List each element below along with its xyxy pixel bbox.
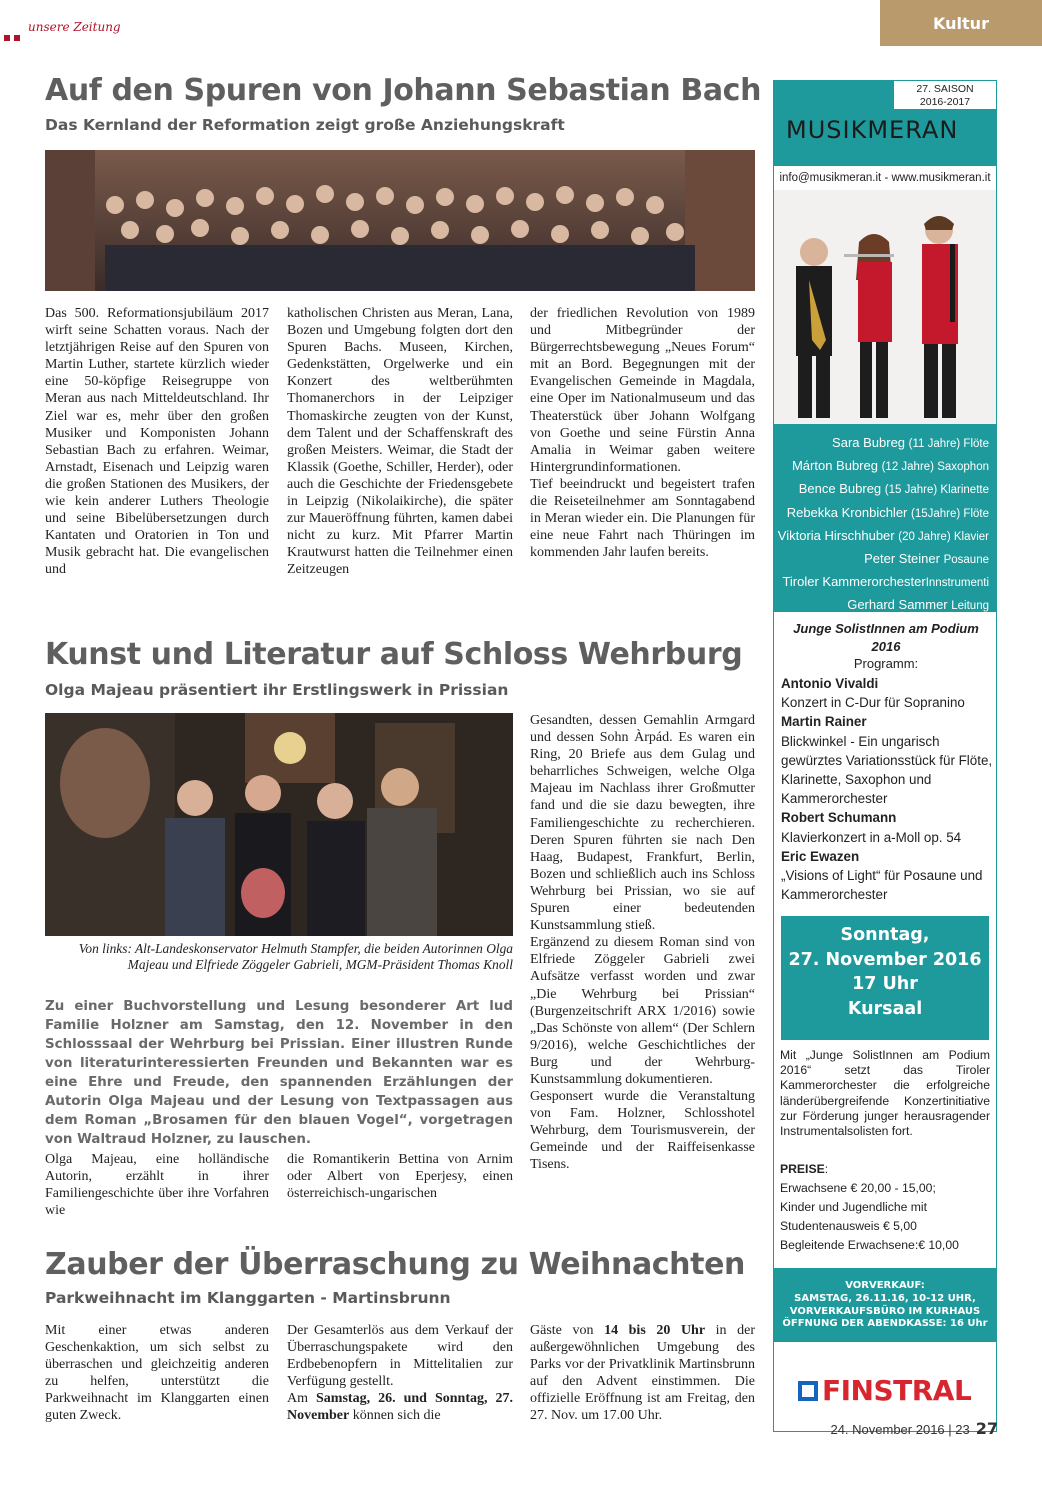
program-title: Junge SolistInnen am Podium 2016	[793, 621, 979, 654]
group-photo	[45, 150, 755, 291]
article3-subheadline: Parkweihnacht im Klanggarten - Martinsbrunn	[45, 1289, 451, 1307]
contact-line: info@musikmeran.it - www.musikmeran.it	[773, 166, 997, 190]
page-footer: 24. November 2016 | 23 27	[830, 1419, 998, 1438]
finstral-square-icon	[798, 1381, 818, 1401]
article2-column-1: Olga Majeau, eine holländische Autorin, erzählt in ihrer Familiengeschichte über ihre Vorfahren wie	[45, 1152, 269, 1219]
publication-logo: unsere Zeitung	[28, 20, 121, 34]
program-composer: Antonio Vivaldi	[781, 676, 879, 691]
article1-column-3-para2: Tief beeindruckt und begeistert trafen die Reiseteilnehmer am Sonntagabend in Meran wieder ein. Die Planungen für eine neue Fahrt nach Thüringen im kommenden Jahr laufen bereits.	[530, 476, 755, 561]
article2-column-2: die Romantikerin Bettina von Arnim oder Albert von Eperjesy, einen österreichisch-ungarischen	[287, 1152, 513, 1202]
section-tab: Kultur	[880, 0, 1042, 46]
article2-column-3-para3: Gesponsert wurde die Veranstaltung von Fam. Holzner, Schlosshotel Wehrburg, dem Tourismusverein, der Gemeinde und der Raiffeisenkasse Tisens.	[530, 1089, 755, 1173]
header-dots	[4, 28, 24, 46]
article3-column-1: Mit einer etwas anderen Geschenkaktion, um sich selbst zu überraschen und gleichzeitig anderen zu helfen, unterstützt die Parkweihnacht im Klanggarten einen guten Zweck.	[45, 1323, 269, 1424]
article3-hours: 14 bis 20 Uhr	[604, 1323, 706, 1338]
presale-box: VORVERKAUF: SAMSTAG, 26.11.16, 10-12 UHR, VORVERKAUFSBÜRO IM KURHAUS ÖFFNUNG DER ABENDKASSE: 16 Uhr	[773, 1268, 997, 1342]
program-label: Programm:	[853, 656, 919, 671]
roster-line: Gerhard Sammer Leitung	[847, 597, 989, 613]
article2-headline: Kunst und Literatur auf Schloss Wehrburg	[45, 637, 743, 672]
event-date-box: Sonntag, 27. November 2016 17 Uhr Kursaal	[781, 916, 989, 1040]
prices: PREISE: Erwachsene € 20,00 - 15,00; Kinder und Jugendliche mit Studentenausweis € 5,00 Begleitende Erwachsene:€ 10,00	[780, 1160, 992, 1255]
article1-column-3-para1: der friedlichen Revolution von 1989 und Mitbegründer der Bürgerrechtsbewegung „Neues Forum“ mit an Bord. Begegnungen mit der Evangelischen Gemeinde in Magdala, eine Oper im Nationalmuseum und das Theaterstück über Johann Wolfgang von Goethe und seine Fürstin Anna Amalia in Weimar gaben weitere Hintergrundinformationen.	[530, 306, 755, 475]
article2-column-3-para2: Ergänzend zu diesem Roman sind von Elfriede Zöggeler Gabrieli zwei Aufsätze verfasst worden und zwar „Die Wehrburg bei Prissian“ (Burgenzeitschrift ARX 1/2016) sowie „Das Schönste von allem“ (Der Schlern 9/2016), welche Geschichtliches der Burg und der Wehrburg-Kunstsammlung dokumentieren.	[530, 935, 755, 1087]
roster-line: Viktoria Hirschhuber (20 Jahre) Klavier	[777, 527, 989, 543]
musicians-roster	[773, 424, 997, 612]
article1-subheadline: Das Kernland der Reformation zeigt große Anziehungskraft	[45, 116, 565, 134]
program-work: Blickwinkel - Ein ungarisch gewürztes Variationsstück für Flöte, Klarinette, Saxophon und Kammerorchester	[781, 733, 993, 807]
finstral-logo: FINSTRAL	[798, 1374, 971, 1407]
article2-subheadline: Olga Majeau präsentiert ihr Erstlingswerk in Prissian	[45, 681, 509, 699]
photo-caption: Von links: Alt-Landeskonservator Helmuth Stampfer, die beiden Autorinnen Olga Majeau und Elfriede Zöggeler Gabrieli, MGM-Präsident Thomas Knoll	[78, 941, 513, 973]
prices-heading: PREISE	[780, 1162, 825, 1176]
program-composer: Robert Schumann	[781, 810, 897, 826]
article1-column-2: katholischen Christen aus Meran, Lana, Bozen und Umgebung folgten dort den Spuren Bachs. Museen, Kirchen, Gedenkstätten, Orgelwerke und ein Konzert des weltberühmten Thomanerchors in der Leipziger Thomaskirche zeugten von der Kunst, dem Talent und der Schaffenskraft des großen Meisters. Weimar, die Stadt der Klassik (Goethe, Schiller, Herder), oder auch die Geschichte der Friedensgebete in Leipzig (Nikolaikirche), die später zur Maueröffnung führten, kamen dabei nicht zu kurz. Mit Pfarrer Martin Krautwurst hatten die Teilnehmer einen Zeitzeugen	[287, 306, 513, 578]
article1-column-3	[530, 305, 755, 605]
article3-headline: Zauber der Überraschung zu Weihnachten	[45, 1247, 745, 1282]
roster-line: Tiroler KammerorchesterInnstrumenti	[782, 574, 989, 590]
issue-date: 24. November 2016	[830, 1422, 945, 1437]
issue-number: 23	[955, 1422, 970, 1437]
article3-column-2-para1: Der Gesamterlös aus dem Verkauf der Überraschungspakete wird den Erdbebenopfern in Mittelitalien zur Verfügung gestellt.	[287, 1323, 513, 1390]
musikmeran-logo: MUSIKMERAN	[786, 116, 959, 144]
price-line: Begleitende Erwachsene:€ 10,00	[780, 1238, 959, 1252]
article2-lead: Zu einer Buchvorstellung und Lesung besonderer Art lud Familie Holzner am Samstag, den 12. November in den Schlosssaal der Wehrburg bei Prissian. Einer illustren Runde von literaturinteressierten Freunden und Bekannten war es eine Ehre und Freude, den spannenden Erzählungen der Autorin Olga Majeau und der Lesung von Textpassagen aus dem Roman „Brosamen für den blauen Vogel“, vorgetragen von Waltraud Holzner, zu lauschen.	[45, 999, 513, 1147]
roster-line: Rebekka Kronbichler (15Jahre) Flöte	[786, 504, 989, 520]
program-work: „Visions of Light“ für Posaune und Kammerorchester	[781, 868, 983, 903]
saison-badge: 27. SAISON 2016-2017	[893, 80, 997, 110]
article3-column-3: Gäste von 14 bis 20 Uhr in der außergewöhnlichen Umgebung des Parks vor der Privatklinik Martinsbrunn auf den Advent einstimmen. Die offizielle Eröffnung ist am Freitag, den 27. Nov. um 17.00 Uhr.	[530, 1323, 756, 1424]
program-work: Klavierkonzert in a-Moll op. 54	[781, 829, 962, 845]
article3-column-2: Der Gesamterlös aus dem Verkauf der Überraschungspakete wird den Erdbebenopfern in Mittelitalien zur Verfügung gestellt. Am Samstag, 26. und Sonntag, 27. November können sich die	[287, 1323, 514, 1424]
article3-dates: Samstag, 26. und Sonntag, 27. November	[287, 1391, 514, 1424]
program-composer: Eric Ewazen	[781, 848, 860, 864]
musicians-photo	[773, 190, 997, 424]
article2-column-3-para1: Gesandten, dessen Gemahlin Armgard und dessen Sohn Àrpád. Es waren ein Ring, 20 Briefe aus dem Gulag und beharrliches Schweigen, welche Olga Majeau im Nachlass ihrer Großmutter fand und die sie dazu bewegten, ihre Familiengeschichte zu recherchieren. Deren Spuren führten sie nach Den Haag, Budapest, Frankfurt, Berlin, Bozen und schließlich auch ins Schloss Wehrburg bei Prissian, wo sie auf Spuren einer bedeutenden Kunstsammlung stieß.	[530, 713, 755, 934]
article1-column-1: Das 500. Reformationsjubiläum 2017 wirft seine Schatten voraus. Nach der letztjährigen Reise auf den Spuren von Martin Luther, startete kürzlich wieder eine 50-köpfige Reisegruppe von Meran aus nach Mitteldeutschland. Ihr Ziel war es, mehr über den großen Musiker und Komponisten Johann Sebastian Bach zu erfahren. Weimar, Arnstadt, Eisenach und Leipzig waren die großen Stationen des Musikers, der wie kein anderer Luthers Theologie und seine Bibelübersetzungen durch Kantaten und Oratorien in Ton und Musik gebracht hat. Die evangelischen und	[45, 306, 269, 578]
program-list	[781, 674, 993, 904]
roster-line: Sara Bubreg (11 Jahre) Flöte	[832, 435, 989, 450]
event-description: Mit „Junge SolistInnen am Podium 2016“ setzt das Tiroler Kammerorchester die erfolgreiche länderübergreifende Konzertinitiative zur Förderung junger herausragender Instrumentalsolisten fort.	[780, 1048, 990, 1139]
article2-column-3	[530, 712, 755, 1206]
page-number: 27	[975, 1419, 998, 1438]
price-line: Kinder und Jugendliche mit Studentenausweis € 5,00	[780, 1200, 928, 1233]
book-presentation-photo	[45, 713, 513, 936]
roster-line: Peter Steiner Posaune	[864, 551, 989, 567]
roster-line: Bence Bubreg (15 Jahre) Klarinette	[798, 481, 989, 497]
price-line: Erwachsene € 20,00 - 15,00;	[780, 1181, 936, 1195]
article1-headline: Auf den Spuren von Johann Sebastian Bach	[45, 73, 762, 108]
program-composer: Martin Rainer	[781, 714, 867, 730]
program-work: Konzert in C-Dur für Sopranino	[781, 695, 965, 711]
roster-line: Márton Bubreg (12 Jahre) Saxophon	[791, 458, 989, 474]
